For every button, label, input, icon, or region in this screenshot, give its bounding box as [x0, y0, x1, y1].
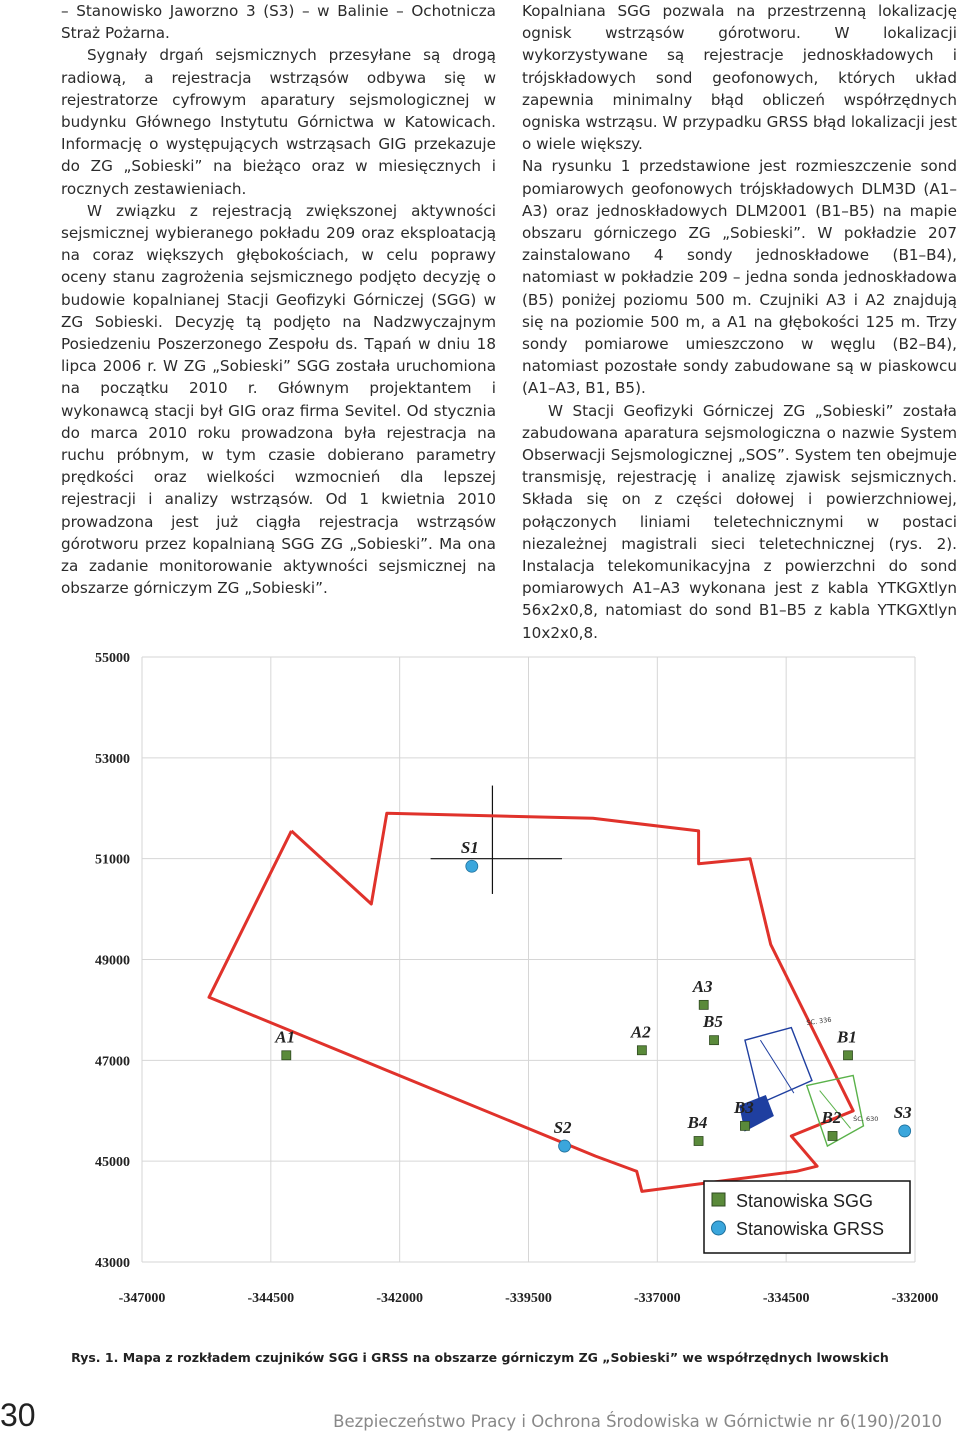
- legend-grss-label: Stanowiska GRSS: [736, 1219, 885, 1239]
- station-label: B2: [821, 1107, 842, 1127]
- sgg-station-marker: [844, 1051, 853, 1060]
- paragraph: Kopalniana SGG pozwala na przestrzenną lokalizację ognisk wstrząsów górotworu. W lokalizacji wykorzystywane są rejestracje jednoskładowych i trójskładowych sond geofonowych, których układ zapewnia minimalny błąd obliczeń współrzędnych ogniska wstrząsu. W przypadku GRSS błąd lokalizacji jest o wiele większy.: [522, 2, 957, 154]
- left-text-column: [61, 0, 496, 599]
- x-tick-label: -337000: [633, 1291, 681, 1306]
- y-tick-label: 47000: [95, 1054, 130, 1070]
- paragraph: Sygnały drgań sejsmicznych przesyłane są drogą radiową, a rejestracja wstrząsów odbywa się w rejestratorze cyfrowym aparatury sejsmologicznej w budynku Głównego Instytutu Górnictwa w Katowicach. Informację o występujących wstrząsach GIG przekazuje do ZG „Sobieski” na bieżąco oraz w miesięcznych i rocznych zestawieniach.: [61, 46, 496, 198]
- journal-footer: Bezpieczeństwo Pracy i Ochrona Środowiska w Górnictwie nr 6(190)/2010: [333, 1412, 942, 1431]
- grss-station-marker: [899, 1125, 911, 1137]
- y-tick-label: 55000: [95, 651, 130, 666]
- legend-grss-swatch: [712, 1221, 726, 1235]
- sgg-station-marker: [637, 1046, 646, 1055]
- station-label: S2: [553, 1118, 572, 1138]
- page-number: 30: [0, 1397, 36, 1433]
- legend-sgg-label: Stanowiska SGG: [736, 1191, 874, 1211]
- mine-boundary: [209, 813, 853, 1191]
- grss-station-marker: [559, 1140, 571, 1152]
- sensor-map-chart: [80, 638, 940, 1343]
- sgg-station-marker: [828, 1131, 837, 1140]
- working-panel-line: [760, 1040, 793, 1093]
- sgg-station-marker: [740, 1121, 749, 1130]
- sgg-station-marker: [710, 1036, 719, 1045]
- x-tick-label: -332000: [891, 1291, 939, 1306]
- x-tick-label: -344500: [247, 1291, 295, 1306]
- station-label: A1: [275, 1027, 296, 1047]
- sensor-map-figure: [80, 638, 940, 1343]
- working-panel-336: [745, 1028, 812, 1104]
- annotation-label: ŚC. 336: [805, 1015, 833, 1028]
- paragraph: – Stanowisko Jaworzno 3 (S3) – w Balinie – Ochotnicza Straż Pożarna.: [61, 2, 496, 43]
- figure-caption: Rys. 1. Mapa z rozkładem czujników SGG i GRSS na obszarze górniczym ZG „Sobieski” we współrzędnych lwowskich: [71, 1350, 889, 1365]
- y-tick-label: 53000: [95, 751, 130, 767]
- sgg-station-marker: [282, 1051, 291, 1060]
- y-tick-label: 49000: [95, 953, 130, 969]
- right-text-column: [522, 0, 957, 644]
- station-label: A2: [630, 1022, 651, 1042]
- x-tick-label: -342000: [376, 1291, 424, 1306]
- sgg-station-marker: [699, 1000, 708, 1009]
- y-tick-label: 51000: [95, 852, 130, 868]
- x-tick-label: -334500: [762, 1291, 810, 1306]
- paragraph: W związku z rejestracją zwiększonej aktywności sejsmicznej wybieranego pokładu 209 oraz eksploatacją na coraz większych głębokościach, w celu poprawy oceny stanu zagrożenia sejsmicznego podjęto decyzję o budowie kopalnianej Stacji Geofizyki Górniczej (SGG) w ZG Sobieski. Decyzję tą podjęto na Nadzwyczajnym Posiedzeniu Poszerzonego Zespołu ds. Tąpań w dniu 18 lipca 2006 r. W ZG „Sobieski” SGG została uruchomiona na początku 2010 r. Głównym projektantem i wykonawcą stacji był GIG oraz firma Sevitel. Od stycznia do marca 2010 roku prowadzona była rejestracja na ruchu próbnym, w tym czasie dobierano parametry prędkości oraz wielkości wzmocnień dla lepszej rejestracji i analizy wstrząsów. Od 1 kwietnia 2010 prowadzona jest już ciągła rejestracja wstrząsów górotworu przez kopalnianą SGG ZG „Sobieski”. Ma ona za zadanie monitorowanie aktywności sejsmicznej na obszarze górniczym ZG „Sobieski”.: [61, 201, 496, 598]
- station-label: B4: [687, 1113, 708, 1132]
- station-label: A3: [692, 976, 713, 996]
- paragraph: Na rysunku 1 przedstawione jest rozmieszczenie sond pomiarowych geofonowych trójskładowych DLM3D (A1–A3) oraz jednoskładowych DLM2001 (B1–B5) na mapie obszaru górniczego ZG „Sobieski”. W pokładzie 207 zainstalowano 4 sondy jednoskładowe (B1–B4), natomiast w pokładzie 209 – jedna sonda jednoskładowa (B5) poniżej poziomu 500 m. Czujniki A3 i A2 znajdują się na poziomie 500 m, a A1 na głębokości 125 m. Trzy sondy pomiarowe umieszczono w węglu (B2–B4), natomiast pozostałe sondy zabudowane są w piaskowcu (A1–A3, B1, B5).: [522, 157, 957, 398]
- sgg-station-marker: [694, 1137, 703, 1146]
- y-tick-label: 45000: [95, 1155, 130, 1171]
- grss-station-marker: [466, 860, 478, 872]
- station-label: S1: [460, 838, 479, 858]
- x-tick-label: -347000: [118, 1291, 166, 1306]
- legend-sgg-swatch: [712, 1193, 725, 1206]
- x-tick-label: -339500: [505, 1291, 552, 1306]
- y-tick-label: 43000: [95, 1256, 130, 1271]
- annotation-label: ŚC. 630: [853, 1114, 879, 1123]
- station-label: S3: [893, 1102, 912, 1122]
- station-label: B1: [837, 1027, 857, 1047]
- station-label: B5: [703, 1012, 723, 1032]
- station-label: B3: [733, 1097, 754, 1117]
- paragraph: W Stacji Geofizyki Górniczej ZG „Sobieski” została zabudowana aparatura sejsmologiczna o nazwie System Obserwacji Sejsmologicznej „SOS”. System ten obejmuje transmisję, rejestrację i analizę zjawisk sejsmicznych. Składa się on z części dołowej i powierzchniowej, połączonych liniami teletechnicznymi w postaci niezależnej magistrali sieci teletechnicznej (rys. 2). Instalacja telekomunikacyjna z powierzchni do sond pomiarowych A1–A3 wykonana jest z kabla YTKGXtlyn 56x2x0,8, natomiast do sond B1–B5 z kabla YTKGXtlyn 10x2x0,8.: [522, 401, 957, 642]
